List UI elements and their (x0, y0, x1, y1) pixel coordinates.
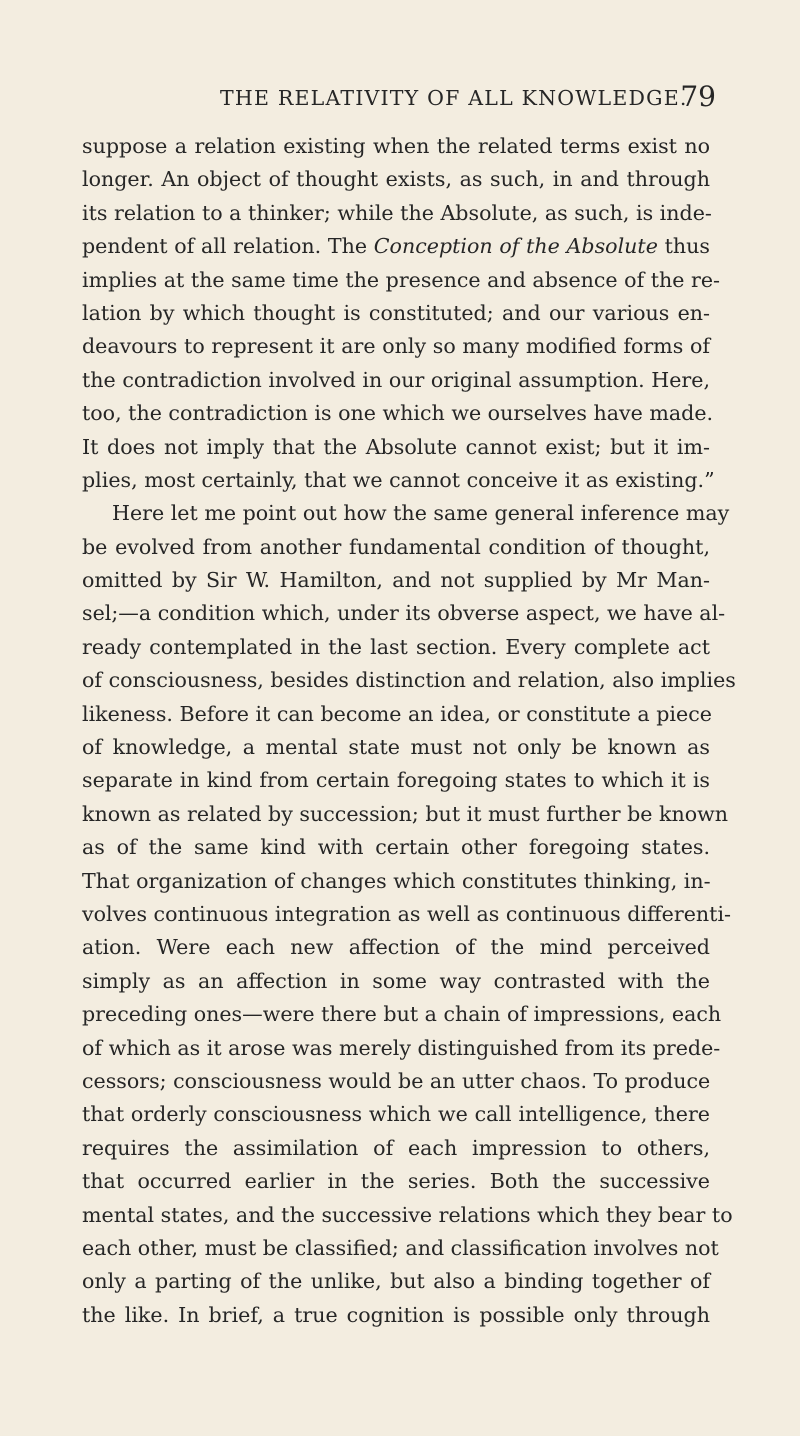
text-line: omitted by Sir W. Hamilton, and not supplied by Mr Man- (82, 568, 710, 593)
text-line: It does not imply that the Absolute cannot exist; but it im- (82, 434, 710, 459)
paragraph-start-line: Here let me point out how the same general inference may (112, 501, 730, 526)
text-line: preceding ones—were there but a chain of impressions, each (82, 1002, 722, 1027)
running-header (220, 80, 718, 116)
text-line: longer. An object of thought exists, as such, in and through (82, 167, 710, 192)
text-line: That organization of changes which constitutes thinking, in- (82, 868, 711, 893)
text-line: be evolved from another fundamental condition of thought, (82, 534, 710, 559)
text-line: requires the assimilation of each impression to others, (82, 1135, 710, 1160)
text-line: simply as an affection in some way contrasted with the (82, 968, 710, 993)
page-number: 79 (680, 80, 716, 113)
text-line: of consciousness, besides distinction and relation, also implies (82, 668, 736, 693)
text-line: lation by which thought is constituted; and our various en- (82, 300, 710, 325)
text-line: deavours to represent it are only so many modified forms of (82, 334, 710, 359)
text-line: of knowledge, a mental state must not only be known as (82, 735, 710, 760)
text-line: mental states, and the successive relations which they bear to (82, 1202, 733, 1227)
body-text (82, 130, 736, 1332)
line-segment: thus (657, 234, 711, 259)
text-line: of which as it arose was merely distinguished from its prede- (82, 1035, 721, 1060)
text-line: as of the same kind with certain other foregoing states. (82, 835, 710, 860)
text-line: its relation to a thinker; while the Absolute, as such, is inde- (82, 200, 712, 225)
text-line: that orderly consciousness which we call intelligence, there (82, 1102, 710, 1127)
text-line: suppose a relation existing when the related terms exist no (82, 134, 710, 158)
text-line: each other, must be classified; and classification involves not (82, 1235, 719, 1260)
text-line: likeness. Before it can become an idea, or constitute a piece (82, 701, 712, 726)
text-line: that occurred earlier in the series. Both the successive (82, 1169, 710, 1194)
text-line: only a parting of the unlike, but also a binding together of (82, 1269, 710, 1294)
running-head-title: THE RELATIVITY OF ALL KNOWLEDGE. (220, 86, 688, 110)
line-segment: pendent of all relation. The (82, 234, 374, 259)
text-line: implies at the same time the presence and absence of the re- (82, 267, 720, 292)
text-line: cessors; consciousness would be an utter chaos. To produce (82, 1068, 711, 1093)
text-line: plies, most certainly, that we cannot conceive it as existing.” (82, 467, 715, 492)
text-line: separate in kind from certain foregoing states to which it is (82, 768, 710, 793)
text-line-with-italic (82, 230, 710, 263)
text-line: the like. In brief, a true cognition is possible only through (82, 1302, 710, 1327)
text-line: volves continuous integration as well as continuous differenti- (82, 901, 731, 926)
text-line: sel;—a condition which, under its obverse aspect, we have al- (82, 601, 726, 626)
text-line: the contradiction involved in our original assumption. Here, (82, 367, 710, 392)
text-line: known as related by succession; but it must further be known (82, 801, 729, 826)
text-line: too, the contradiction is one which we ourselves have made. (82, 401, 714, 426)
text-line: ation. Were each new affection of the mind perceived (82, 935, 710, 960)
italic-title: Conception of the Absolute (373, 234, 658, 259)
text-line: ready contemplated in the last section. Every complete act (82, 634, 710, 659)
